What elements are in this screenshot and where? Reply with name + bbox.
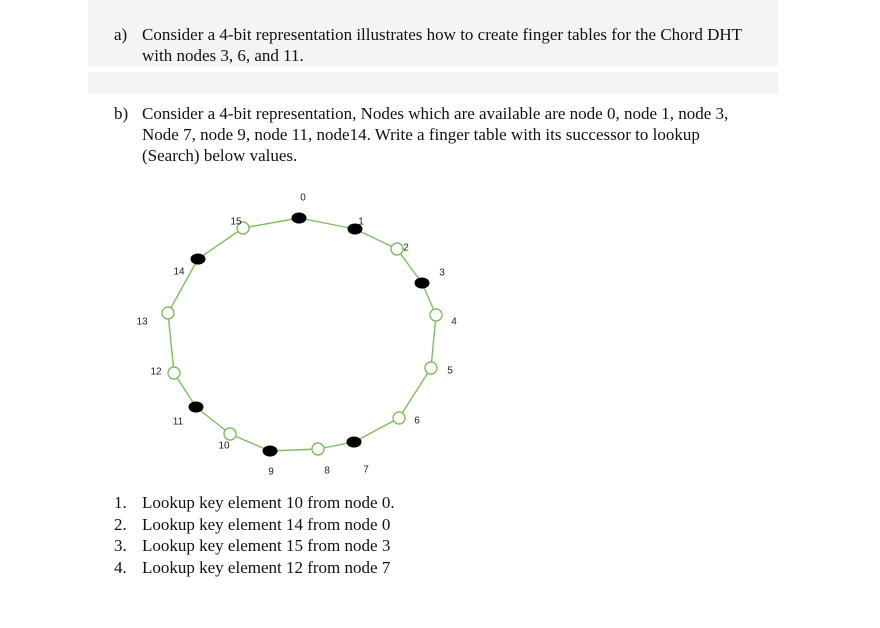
ring-node-5-inactive xyxy=(425,362,437,374)
lookup-text: Lookup key element 14 from node 0 xyxy=(142,514,391,534)
ring-node-label-6: 6 xyxy=(414,415,420,427)
ring-node-11-active xyxy=(189,402,203,412)
question-a-line-1: Consider a 4-bit representation illustrates how to create finger tables for the Chord DHT xyxy=(142,25,743,44)
ring-edge xyxy=(198,228,243,259)
ring-edge xyxy=(299,218,355,229)
ring-node-7-active xyxy=(347,437,361,447)
ring-node-label-8: 8 xyxy=(324,465,330,477)
lookup-text: Lookup key element 10 from node 0. xyxy=(142,493,395,512)
ring-node-14-active xyxy=(191,254,205,264)
ring-node-label-12: 12 xyxy=(150,366,162,378)
ring-edge xyxy=(431,315,436,368)
lookup-number: 3. xyxy=(114,536,127,556)
lookup-number: 2. xyxy=(114,514,127,534)
ring-nodes xyxy=(162,213,442,456)
lookup-text: Lookup key element 12 from node 7 xyxy=(142,557,391,577)
ring-node-3-active xyxy=(415,278,429,288)
ring-node-label-2: 2 xyxy=(403,242,409,254)
question-b-label: b) xyxy=(114,104,129,123)
ring-node-9-active xyxy=(263,446,277,456)
ring-node-label-13: 13 xyxy=(136,316,148,328)
ring-edge xyxy=(243,218,299,228)
ring-node-8-inactive xyxy=(312,443,324,455)
ring-edge xyxy=(354,418,399,442)
ring-node-label-4: 4 xyxy=(451,316,457,328)
lookup-number: 1. xyxy=(114,493,127,512)
ring-node-label-14: 14 xyxy=(173,266,185,278)
ring-node-label-0: 0 xyxy=(300,192,306,204)
ring-node-label-5: 5 xyxy=(447,365,453,377)
question-b-line-3: (Search) below values. xyxy=(142,146,298,165)
question-a-line-2: with nodes 3, 6, and 11. xyxy=(142,46,304,65)
ring-node-4-inactive xyxy=(430,309,442,321)
ring-node-2-inactive xyxy=(391,243,403,255)
question-b-line-2: Node 7, node 9, node 11, node14. Write a finger table with its successor to lookup xyxy=(142,125,700,144)
ring-node-label-3: 3 xyxy=(439,267,445,279)
ring-node-0-active xyxy=(292,213,306,223)
ring-node-label-11: 11 xyxy=(172,416,184,428)
ring-node-label-15: 15 xyxy=(230,216,242,228)
question-b-line-1: Consider a 4-bit representation, Nodes which are available are node 0, node 1, node 3, xyxy=(142,104,729,123)
ring-node-label-1: 1 xyxy=(358,216,364,228)
ring-labels xyxy=(136,193,457,478)
lookup-text: Lookup key element 15 from node 3 xyxy=(142,536,391,556)
ring-node-label-9: 9 xyxy=(268,466,274,478)
lookup-number: 4. xyxy=(114,557,127,577)
ring-node-13-inactive xyxy=(162,307,174,319)
ring-node-label-7: 7 xyxy=(363,464,369,476)
ring-node-6-inactive xyxy=(393,412,405,424)
ring-edge xyxy=(399,368,431,418)
ring-node-label-10: 10 xyxy=(218,440,230,452)
question-a-label: a) xyxy=(114,25,128,44)
ring-node-12-inactive xyxy=(168,367,180,379)
ring-node-10-inactive xyxy=(224,428,236,440)
ring-edge xyxy=(168,313,174,373)
